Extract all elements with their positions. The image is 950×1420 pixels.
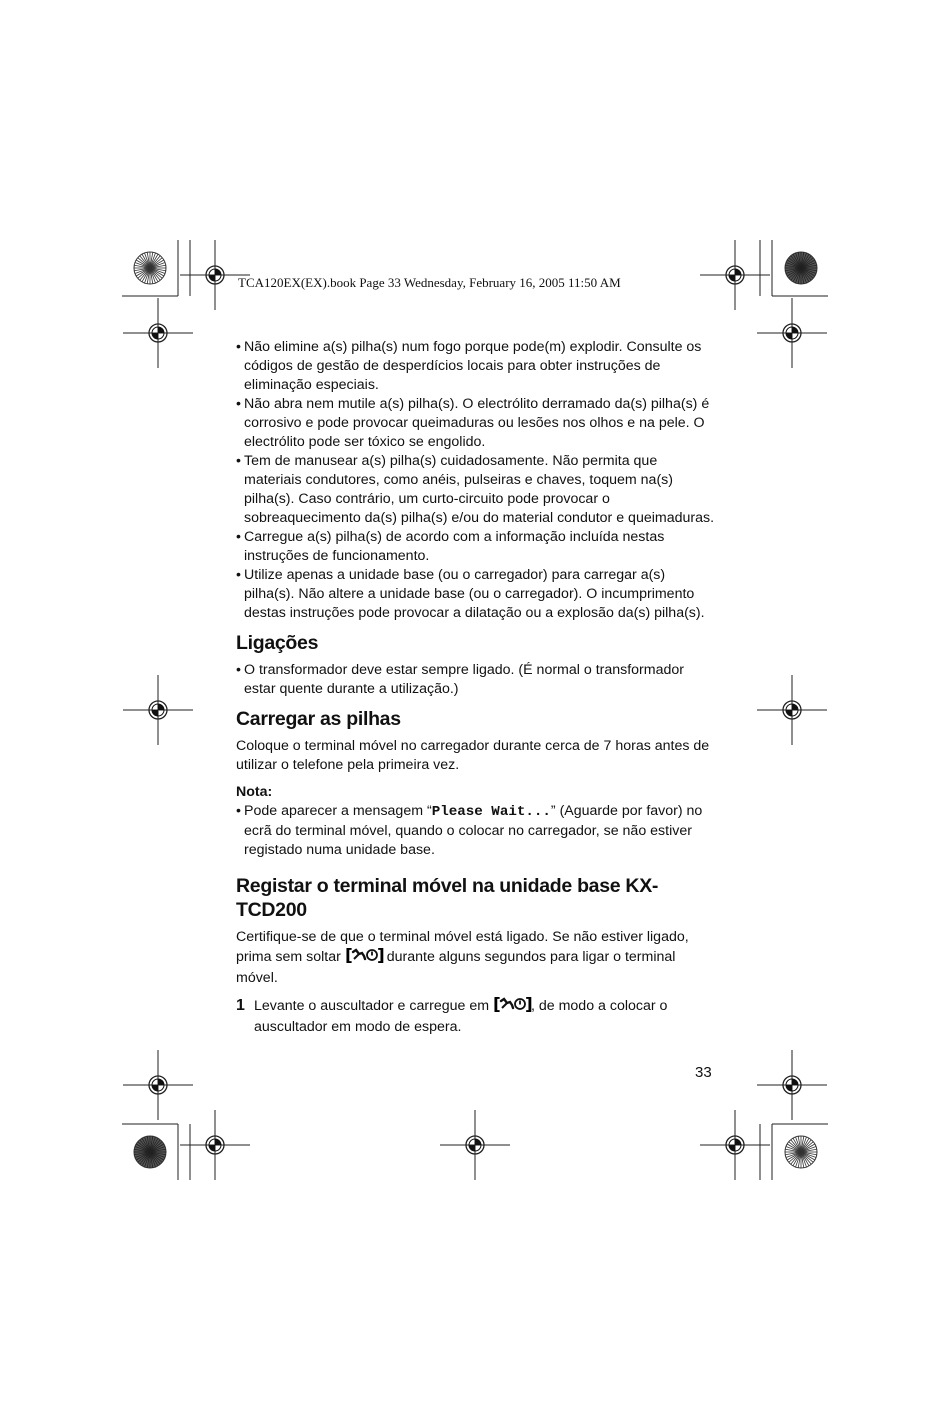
svg-text:[: [ (344, 946, 353, 966)
section-heading-ligacoes: Ligações (236, 632, 319, 654)
display-message: Please Wait... (431, 804, 551, 820)
step-text-before: Levante o auscultador e carregue em (254, 998, 493, 1014)
list-item: • Não elimine a(s) pilha(s) num fogo porque pode(m) explodir. Consulte os códigos de gestão de desperdícios locais para obter instruções de eliminação especiais. (236, 338, 718, 395)
note-text-after: ” (Aguarde por favor) no ecrã do terminal móvel, quando o colocar no carregador, se não estiver registado numa unidade base. (244, 803, 703, 858)
off-power-key-icon (345, 947, 383, 969)
note-list (236, 802, 718, 860)
list-item: • Não abra nem mutile a(s) pilha(s). O electrólito derramado da(s) pilha(s) é corrosivo e pode provocar queimaduras ou lesões nos olhos e na pele. O electrólito pode ser tóxico se engolido. (236, 395, 718, 452)
ligacoes-list (236, 661, 718, 699)
step-1 (236, 996, 718, 1037)
list-item: • Utilize apenas a unidade base (ou o carregador) para carregar a(s) pilha(s). Não altere a unidade base (ou o carregador). O incumprimento destas instruções pode provocar a dilatação ou a explosão da(s) pilha(s). (236, 566, 718, 623)
section-heading-registar: Registar o terminal móvel na unidade base KX-TCD200 (236, 875, 659, 921)
registration-target-icon (123, 298, 193, 368)
registration-target-icon (123, 1050, 193, 1120)
step-text-after: , de modo a colocar o auscultador em modo de espera. (254, 998, 668, 1035)
registar-text-after: durante alguns segundos para ligar o terminal móvel. (236, 949, 676, 986)
svg-text:]: ] (524, 995, 533, 1015)
page-number: 33 (695, 1064, 712, 1081)
registar-paragraph (236, 928, 718, 988)
registration-target-icon (757, 675, 827, 745)
note-label: Nota: (236, 784, 273, 800)
section-heading-carregar: Carregar as pilhas (236, 708, 401, 730)
battery-safety-list (236, 338, 718, 623)
color-calibration-starburst-icon (785, 1136, 817, 1168)
step-number: 1 (236, 997, 245, 1014)
off-power-key-icon (493, 996, 531, 1018)
list-item: • O transformador deve estar sempre ligado. (É normal o transformador estar quente durante a utilização.) (236, 661, 718, 699)
color-calibration-starburst-icon (134, 252, 166, 284)
note-text-before: Pode aparecer a mensagem “ (244, 803, 432, 819)
print-header: TCA120EX(EX).book Page 33 Wednesday, February 16, 2005 11:50 AM (238, 275, 621, 290)
registar-text-before: Certifique-se de que o terminal móvel está ligado. Se não estiver ligado, prima sem soltar (236, 929, 689, 965)
registration-target-icon (757, 1050, 827, 1120)
svg-text:[: [ (492, 995, 501, 1015)
registration-target-icon (440, 1110, 510, 1180)
registration-target-icon (757, 298, 827, 368)
page-content (236, 338, 718, 1037)
svg-text:]: ] (376, 946, 385, 966)
carregar-paragraph: Coloque o terminal móvel no carregador durante cerca de 7 horas antes de utilizar o telefone pela primeira vez. (236, 738, 710, 773)
note-item (236, 802, 718, 860)
color-calibration-starburst-icon (134, 1136, 166, 1168)
list-item: • Tem de manusear a(s) pilha(s) cuidadosamente. Não permita que materiais condutores, como anéis, pulseiras e chaves, toquem na(s) pilha(s). Caso contrário, um curto-circuito pode provocar o sobreaquecimento da(s) pilha(s) e/ou do material condutor e queimaduras. (236, 452, 718, 528)
registration-target-icon (123, 675, 193, 745)
list-item: • Carregue a(s) pilha(s) de acordo com a informação incluída nestas instruções de funcionamento. (236, 528, 718, 566)
color-calibration-starburst-icon (785, 252, 817, 284)
